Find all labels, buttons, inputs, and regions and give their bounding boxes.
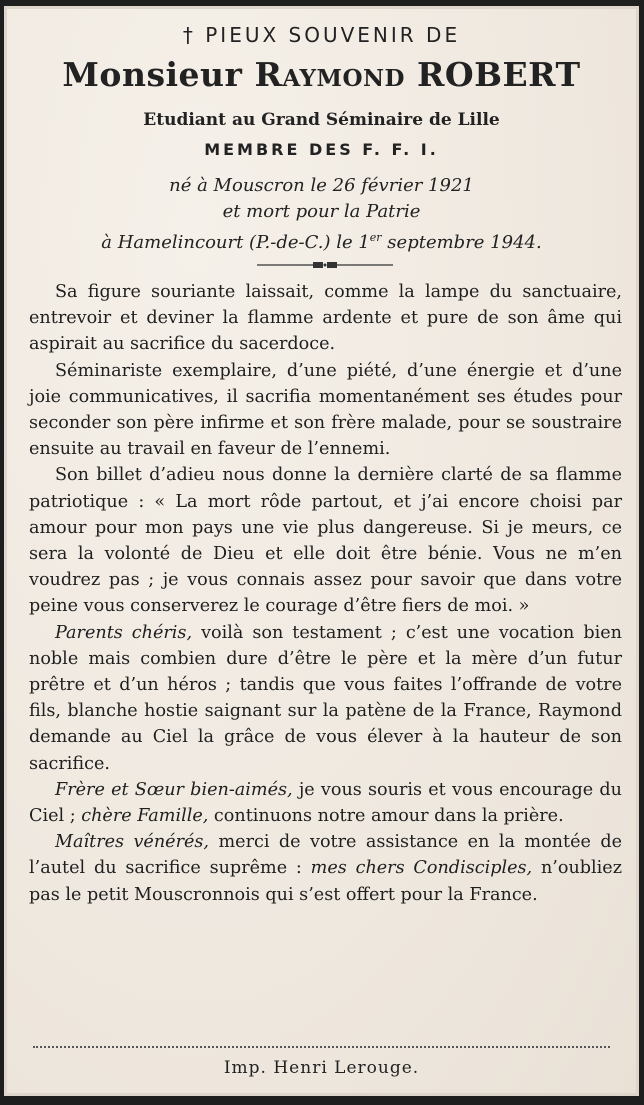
membership: MEMBRE DES F. F. I.	[204, 140, 439, 159]
birth-line: né à Mouscron le 26 février 1921	[169, 175, 474, 196]
life-dates	[7, 173, 636, 256]
eulogy-text	[29, 279, 622, 908]
paragraph-5-text-a: je vous souris et vous encourage du Ciel ;	[29, 779, 622, 827]
death-line-1: et mort pour la Patrie	[222, 201, 421, 222]
paragraph-6	[29, 829, 622, 908]
card-paper	[4, 6, 639, 1096]
first-name: Raymond	[254, 55, 405, 94]
last-name: ROBERT	[416, 55, 581, 94]
death-date: septembre 1944.	[381, 232, 542, 253]
dotted-divider	[33, 1046, 610, 1048]
paragraph-5-text-b: continuons notre amour dans la prière.	[208, 806, 564, 827]
paragraph-1: Sa figure souriante laissait, comme la lampe du sanctuaire, entrevoir et deviner la flamme ardente et pure de son âme qui aspirait au sacrifice du sacerdoce.	[29, 282, 622, 355]
death-line-2	[7, 225, 636, 256]
printer-imprint: Imp. Henri Lerouge.	[223, 1058, 420, 1078]
card-title: † PIEUX SOUVENIR DE	[182, 23, 461, 47]
family-address: chère Famille,	[81, 806, 209, 827]
death-place: à Hamelincourt (P.-de-C.) le 1	[101, 232, 370, 253]
paragraph-6-text-a: merci de votre assistance en la montée de l’autel du sacrifice suprême :	[29, 832, 622, 879]
deceased-name	[7, 55, 636, 94]
masters-address: Maîtres vénérés,	[55, 832, 210, 853]
paragraph-3: Son billet d’adieu nous donne la dernière clarté de sa flamme patriotique : « La mort rôde partout, et j’ai encore choisi par amour pour mon pays une vie plus dangereuse. Si je meurs, ce sera la volonté de Dieu et elle doit être bénie. Vous ne m’en voudrez pas ; je vous connais assez pour savoir que dans votre peine vous conserverez le courage d’être fiers de moi. »	[29, 465, 622, 617]
parents-address: Parents chéris,	[55, 622, 193, 643]
paragraph-5	[29, 777, 622, 829]
name-prefix: Monsieur	[62, 55, 243, 94]
paragraph-4	[29, 620, 622, 777]
paragraph-2: Séminariste exemplaire, d’une piété, d’une énergie et d’une joie communicatives, il sacrifia momentanément ses études pour seconder son père infirme et son frère malade, pour se soustraire ensuite au travail en faveur de l’ennemi.	[29, 360, 622, 460]
ordinal-suffix: er	[369, 231, 382, 244]
ornament-divider	[257, 259, 393, 271]
siblings-address: Frère et Sœur bien-aimés,	[55, 779, 293, 800]
classmates-address: mes chers Condisciples,	[310, 858, 533, 879]
paragraph-4-text: voilà son testament ; c’est une vocation bien noble mais combien dure d’être le père et la mère d’un futur prêtre et d’un héros ; tandis que vous faites l’offrande de votre fils, blanche hostie saignant sur la patène de la France, Raymond demande au Ciel la grâce de vous élever à la hauteur de son sacrifice.	[29, 622, 623, 774]
paragraph-6-text-b: n’oubliez pas le petit Mouscronnois qui s’est offert pour la France.	[29, 858, 622, 905]
subtitle: Etudiant au Grand Séminaire de Lille	[143, 110, 500, 130]
